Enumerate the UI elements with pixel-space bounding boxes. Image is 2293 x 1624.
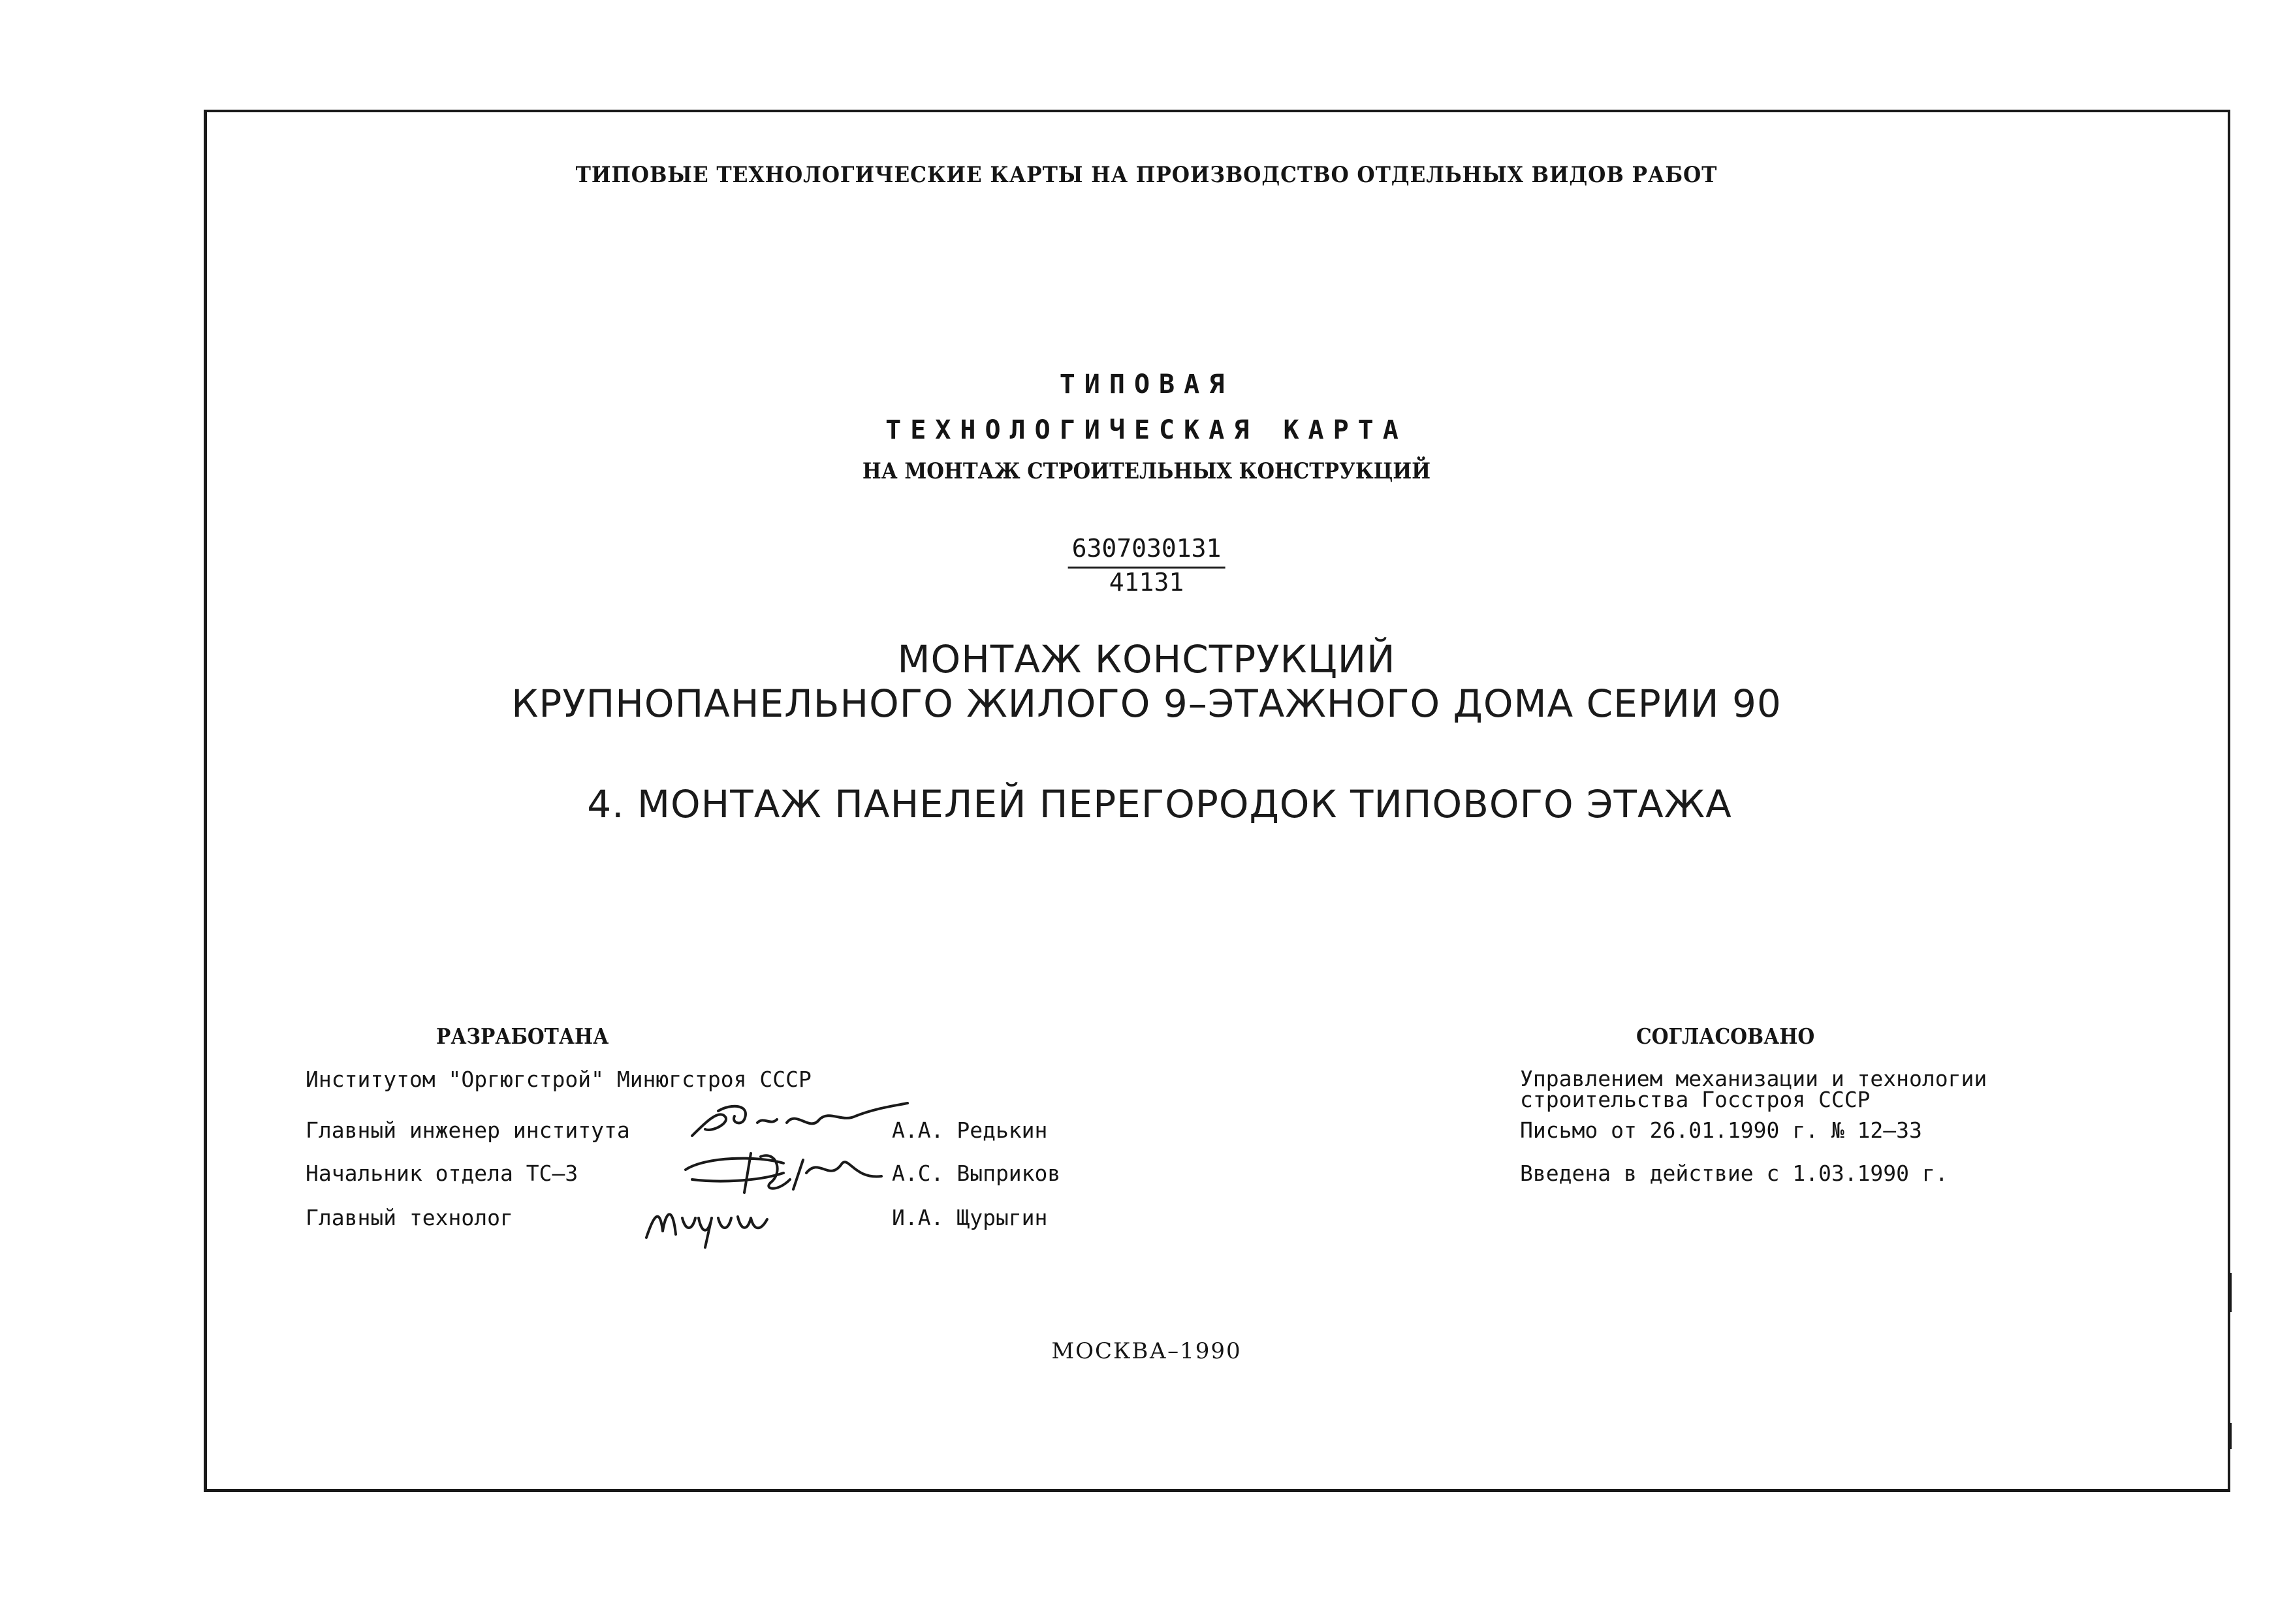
signature-redkin (679, 1097, 914, 1149)
code-upper (1068, 534, 1226, 563)
code-lower: 41131 (1109, 568, 1184, 597)
approval-letter: Письмо от 26.01.1990 г. № 12–33 (1520, 1117, 1922, 1143)
role-chief-engineer: Главный инженер института (306, 1117, 630, 1143)
main-title-line-2: КРУПНОПАНЕЛЬНОГО ЖИЛОГО 9–ЭТАЖНОГО ДОМА СЕРИИ 90 (511, 681, 1782, 726)
approved-org-line-2: строительства Госстроя СССР (1520, 1087, 1871, 1112)
code-upper-text: 6307030131 (1068, 534, 1226, 569)
role-chief-technologist: Главный технолог (306, 1205, 513, 1230)
approved-heading: СОГЛАСОВАНО (1636, 1023, 1815, 1049)
title-line-3: НА МОНТАЖ СТРОИТЕЛЬНЫХ КОНСТРУКЦИЙ (862, 458, 1431, 484)
effective-date: Введена в действие с 1.03.1990 г. (1520, 1161, 1948, 1186)
developed-org: Институтом "Оргюгстрой" Минюгстроя СССР (306, 1067, 812, 1092)
name-vyprikov: А.С. Выприков (892, 1161, 1061, 1186)
edge-mark (2229, 1273, 2232, 1312)
role-department-head: Начальник отдела ТС–3 (306, 1161, 578, 1186)
city-year: МОСКВА–1990 (1051, 1338, 1242, 1364)
title-line-2: ТЕХНОЛОГИЧЕСКАЯ КАРТА (885, 415, 1408, 445)
edge-mark (2229, 1423, 2232, 1449)
name-redkin: А.А. Редькин (892, 1117, 1048, 1143)
series-header: ТИПОВЫЕ ТЕХНОЛОГИЧЕСКИЕ КАРТЫ НА ПРОИЗВОДСТВО ОТДЕЛЬНЫХ ВИДОВ РАБОТ (575, 162, 1718, 188)
main-title-line-1: МОНТАЖ КОНСТРУКЦИЙ (897, 637, 1396, 681)
developed-heading: РАЗРАБОТАНА (436, 1023, 609, 1049)
main-title-line-3: 4. МОНТАЖ ПАНЕЛЕЙ ПЕРЕГОРОДОК ТИПОВОГО ЭТАЖА (587, 782, 1732, 826)
title-line-1: ТИПОВАЯ (1059, 369, 1234, 399)
name-shchurygin: И.А. Щурыгин (892, 1205, 1048, 1230)
signature-shchurygin (640, 1192, 783, 1251)
approved-org-line-1: Управлением механизации и технологии (1520, 1066, 1987, 1091)
